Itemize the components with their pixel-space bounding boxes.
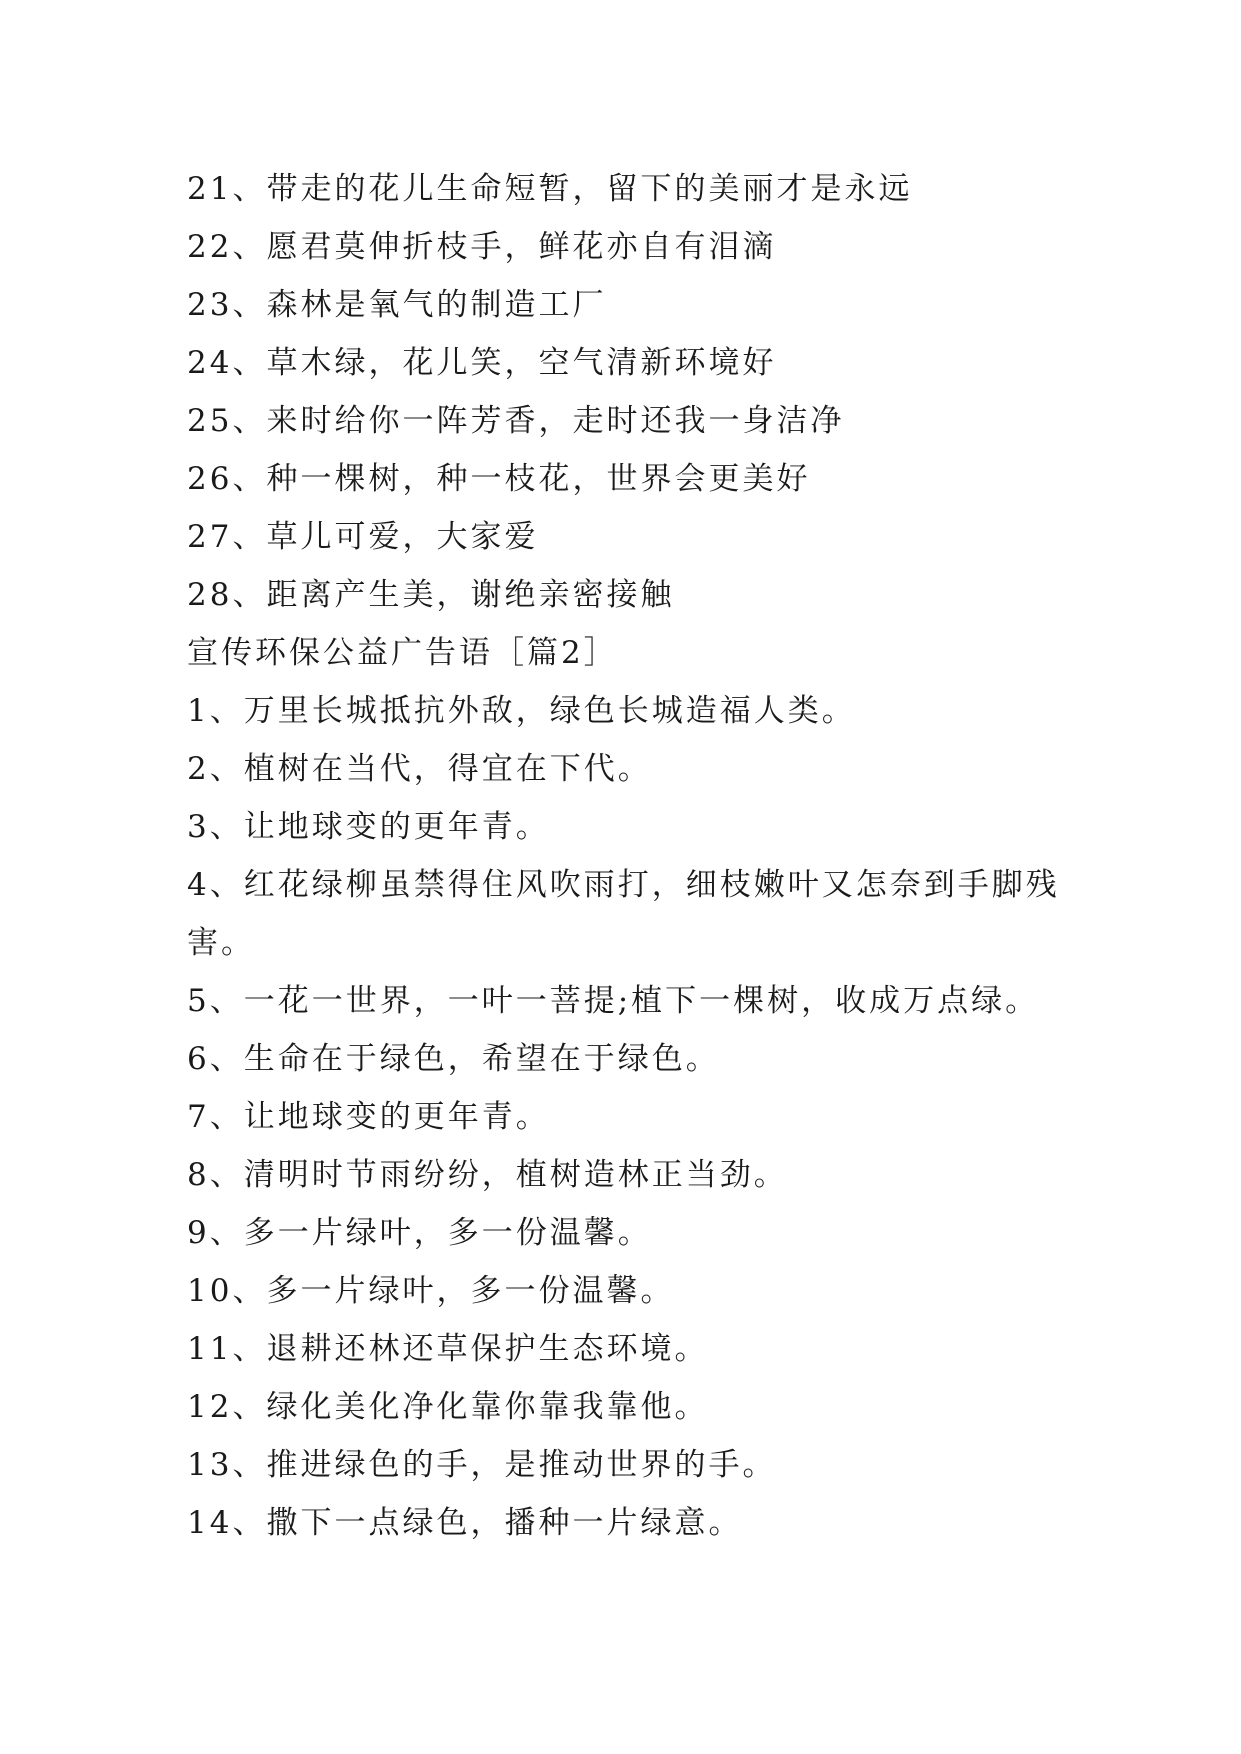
slogan-line-4: 4、红花绿柳虽禁得住风吹雨打，细枝嫩叶又怎奈到手脚残 — [187, 867, 1060, 903]
slogan-line-26: 26、种一棵树，种一枝花，世界会更美好 — [187, 461, 811, 497]
slogan-line-6: 6、生命在于绿色，希望在于绿色。 — [187, 1041, 720, 1077]
slogan-line-21: 21、带走的花儿生命短暂，留下的美丽才是永远 — [187, 171, 913, 207]
slogan-line-1: 1、万里长城抵抗外敌，绿色长城造福人类。 — [187, 693, 856, 729]
slogan-line-13: 13、推进绿色的手，是推动世界的手。 — [187, 1447, 777, 1483]
slogan-line-23: 23、森林是氧气的制造工厂 — [187, 287, 607, 323]
slogan-line-7: 7、让地球变的更年青。 — [187, 1099, 550, 1135]
slogan-line-22: 22、愿君莫伸折枝手，鲜花亦自有泪滴 — [187, 229, 777, 265]
document-body — [187, 160, 1067, 1552]
section-heading: 宣传环保公益广告语［篇2］ — [187, 635, 618, 671]
slogan-line-4-continuation: 害。 — [187, 925, 255, 961]
slogan-line-10: 10、多一片绿叶，多一份温馨。 — [187, 1273, 675, 1309]
slogan-line-11: 11、退耕还林还草保护生态环境。 — [187, 1331, 709, 1367]
slogan-line-27: 27、草儿可爱，大家爱 — [187, 519, 539, 555]
slogan-line-8: 8、清明时节雨纷纷，植树造林正当劲。 — [187, 1157, 788, 1193]
slogan-line-2: 2、植树在当代，得宜在下代。 — [187, 751, 652, 787]
slogan-line-14: 14、撒下一点绿色，播种一片绿意。 — [187, 1505, 743, 1541]
slogan-line-12: 12、绿化美化净化靠你靠我靠他。 — [187, 1389, 709, 1425]
slogan-line-3: 3、让地球变的更年青。 — [187, 809, 550, 845]
slogan-line-28: 28、距离产生美，谢绝亲密接触 — [187, 577, 675, 613]
slogan-line-25: 25、来时给你一阵芳香，走时还我一身洁净 — [187, 403, 845, 439]
slogan-line-5: 5、一花一世界，一叶一菩提;植下一棵树，收成万点绿。 — [187, 983, 1040, 1019]
slogan-line-9: 9、多一片绿叶，多一份温馨。 — [187, 1215, 652, 1251]
slogan-line-24: 24、草木绿，花儿笑，空气清新环境好 — [187, 345, 777, 381]
